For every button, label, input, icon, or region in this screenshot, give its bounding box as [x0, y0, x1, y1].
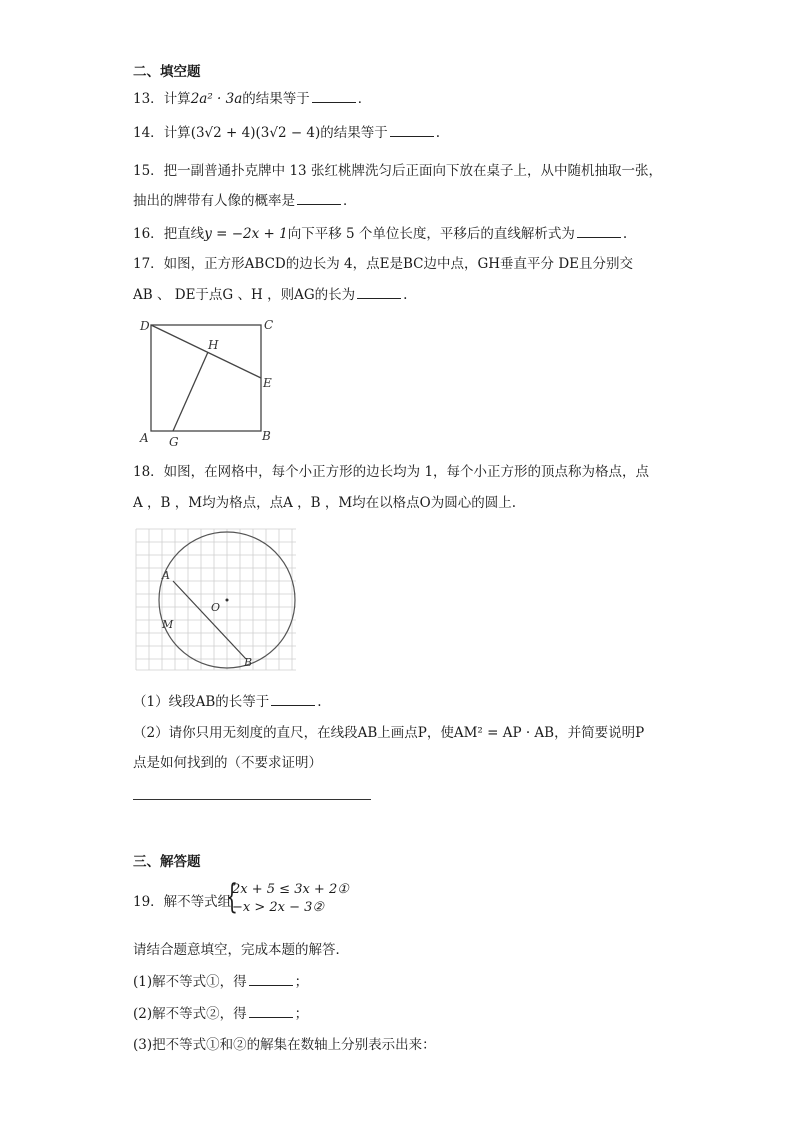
q19-step1-text: (1)解不等式①，得 [133, 974, 247, 990]
question-17-line1: 17．如图，正方形ABCD的边长为 4，点E是BC边中点，GH垂直平分 DE且分别交 [133, 256, 634, 272]
q13-answer-blank[interactable] [312, 90, 356, 103]
q15-answer-blank[interactable] [297, 192, 341, 205]
q15-text: 抽出的牌带有人像的概率是 [133, 193, 295, 209]
q19-step2-end: ； [294, 1006, 309, 1022]
q16-suffix: 向下平移 5 个单位长度，平移后的直线解析式为 [287, 226, 575, 242]
q18-part1-end: . [317, 694, 322, 710]
q13-expression: 2a² · 3a [190, 91, 243, 107]
label-c: C [264, 318, 274, 332]
q15-end: ． [343, 193, 357, 209]
label-b: B [244, 656, 253, 669]
label-o: O [211, 601, 221, 614]
inequality-2: −x > 2x − 3② [232, 900, 325, 915]
inequality-1: 2x + 5 ≤ 3x + 2① [232, 882, 349, 897]
question-18-part1 [133, 693, 322, 711]
q19-step1-answer-blank[interactable] [249, 973, 293, 986]
q14-number: 14． [133, 125, 164, 141]
question-18-part2-line2: 点是如何找到的（不要求证明） [133, 755, 322, 771]
left-brace-icon: { [226, 877, 238, 917]
label-d: D [140, 319, 150, 333]
label-a: A [140, 431, 149, 445]
grid-circle-figure [134, 527, 302, 672]
q18-answer-line[interactable] [133, 799, 371, 800]
q14-end: . [435, 125, 441, 141]
question-15-line1: 15．把一副普通扑克牌中 13 张红桃牌洗匀后正面向下放在桌子上，从中随机抽取一张， [133, 163, 662, 179]
question-15-line2 [133, 192, 357, 210]
question-16 [133, 225, 627, 243]
q19-step2-answer-blank[interactable] [249, 1005, 293, 1018]
q13-end: ． [357, 91, 372, 107]
q19-step1-end: ； [294, 974, 309, 990]
q13-prefix: 计算 [163, 91, 191, 107]
segment-de [151, 325, 261, 378]
q19-step3: (3)把不等式①和②的解集在数轴上分别表示出来： [133, 1037, 436, 1053]
q16-expression: y = −2x + 1 [204, 226, 288, 242]
q19-number: 19．解不等式组 [133, 894, 232, 910]
q16-prefix: 把直线 [163, 226, 205, 242]
label-h: H [208, 338, 219, 352]
q19-step2 [133, 1005, 308, 1023]
q19-step2-text: (2)解不等式②，得 [133, 1006, 247, 1022]
q13-number: 13． [133, 91, 164, 107]
q18-part1-answer-blank[interactable] [271, 693, 315, 706]
q17-end: . [403, 287, 408, 303]
question-18-line1: 18．如图，在网格中，每个小正方形的边长均为 1，每个小正方形的顶点称为格点，点 [133, 464, 650, 480]
question-13 [133, 90, 371, 108]
center-point-o [226, 599, 229, 602]
section-title-fill-blank: 二、填空题 [133, 64, 201, 80]
question-17-line2 [133, 286, 407, 304]
label-e: E [263, 376, 272, 390]
q17-answer-blank[interactable] [357, 286, 401, 299]
label-b: B [262, 429, 271, 443]
section-title-solutions: 三、解答题 [133, 854, 201, 870]
square-abcd [151, 325, 261, 431]
question-18-part2-line1: （2）请你只用无刻度的直尺，在线段AB上画点P，使AM² = AP · AB，并简要说明P [133, 725, 645, 741]
q16-end: . [622, 226, 628, 242]
q17-text: AB 、 DE于点G 、H ，则AG的长为 [133, 287, 356, 303]
label-g: G [169, 435, 179, 448]
q19-intro: 请结合题意填空，完成本题的解答． [133, 942, 349, 958]
question-14 [133, 124, 440, 142]
q13-suffix: 的结果等于 [242, 91, 310, 107]
q18-part1-text: （1）线段AB的长等于 [133, 694, 270, 710]
label-a: A [162, 569, 170, 582]
q14-answer-blank[interactable] [390, 124, 434, 137]
question-18-line2: A ，B ，M均为格点，点A ，B ，M均在以格点O为圆心的圆上. [133, 495, 517, 511]
grid-lines [136, 529, 296, 670]
square-figure [138, 316, 284, 448]
q14-expression: (3√2 + 4)(3√2 − 4) [190, 125, 321, 141]
label-m: M [162, 618, 174, 631]
q16-number: 16． [133, 226, 164, 242]
q16-answer-blank[interactable] [577, 225, 621, 238]
inequality-system [232, 881, 349, 917]
q19-step1 [133, 973, 308, 991]
q14-suffix: 的结果等于 [320, 125, 388, 141]
q14-prefix: 计算 [163, 125, 191, 141]
segment-gh [173, 352, 208, 431]
